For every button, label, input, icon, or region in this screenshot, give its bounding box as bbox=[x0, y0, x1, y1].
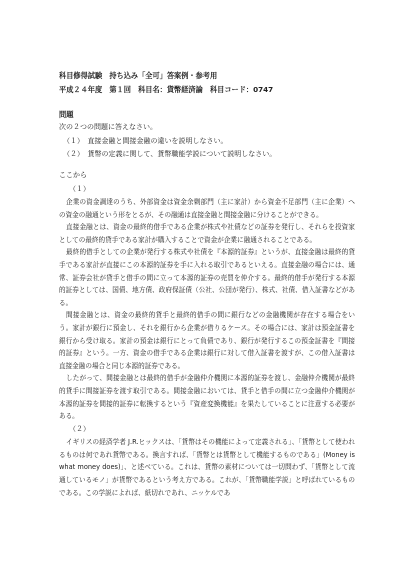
answer-section-1-label: （１） bbox=[69, 184, 90, 193]
answer-1-paragraph-3: 最終的借手としての企業が発行する株式や社債を『本源的証券』というが、直接金融は最終的貸手である家計が直接にこの本源的証券を手に入れる取引であるといえる。直接金融の場合には、通常、証券会社が貸手と借手の間に立って本源的証券の売買を仲介する。最終的借手が発行する本源的証券としては、国債、地方債、政府保証債（公社、公団が発行）、株式、社債、借入証書などがある。 bbox=[59, 248, 355, 307]
question-intro: 次の２つの問題に答えなさい。 bbox=[59, 123, 157, 131]
question-heading: 問題 bbox=[59, 110, 74, 119]
answer-2-paragraph-1: イギリスの経済学者 J.R.ヒックスは、「貨幣はその機能によって定義される」、「貨幣として使われるものは何であれ貨幣である。換言すれば、「貨幣とは貨幣として機能するものである」(Money is what money does)」、と述べている。これは、貨幣の素材については一切問わず、「貨幣として流通しているモノ」が貨幣であるという考え方である。これが、「貨幣職能学説」と呼ばれているものである。この学説によれば、紙切れであれ、ニッケルであ bbox=[59, 438, 355, 497]
course-info: 平成２４年度 第１回 科目名：貨幣経済論 科目コード：0747 bbox=[59, 85, 274, 94]
document-header bbox=[59, 69, 359, 97]
answer-1-paragraph-4: 間接金融とは、資金の最終的貸手と最終的借手の間に銀行などの金融機関が存在する場合をいう。家計が銀行に預金し、それを銀行から企業が借りるケース。その場合には、家計は預金証書を銀行から受け取る。家計の預金は銀行にとって負債であり、銀行が発行するこの預金証書を『間接的証券』という。一方、資金の借手である企業は銀行に対して借入証書を渡すが、この借入証書は直接金融の場合と同じ本源的証券である。 bbox=[59, 311, 355, 370]
answer-section-2-label: （２） bbox=[69, 424, 90, 433]
question-section bbox=[59, 108, 359, 162]
answer-1-paragraph-2: 直接金融とは、資金の最終的借手である企業が株式や社債などの証券を発行し、それらを投資家としての最終的貸手である家計が購入することで資金が企業に融通されることである。 bbox=[59, 223, 355, 244]
question-item-1: （１） 直接金融と間接金融の違いを説明しなさい。 bbox=[63, 136, 228, 145]
answer-1-paragraph-1: 企業の資金調達のうち、外部資金は資金余剰部門（主に家計）から資金不足部門（主に企業）への資金の融通という形をとるが、その融通は直接金融と間接金融に分けることができる。 bbox=[59, 198, 355, 219]
exam-title: 科目修得試験 持ち込み「全可」答案例・参考用 bbox=[59, 71, 218, 80]
question-item-2: （２） 貨幣の定義に関して、貨幣職能学説について説明しなさい。 bbox=[63, 150, 277, 158]
answer-start-label: ここから bbox=[59, 171, 87, 179]
answer-1-paragraph-5: したがって、間接金融とは最終的借手が金融仲介機関に本源的証券を渡し、金融仲介機関が最終的貸手に間接証券を渡す取引である。間接金融においては、貸手と借手の間に立つ金融仲介機関が本源的証券を間接的証券に転換するという『資産変換機能』を果たしていることに注意する必要がある。 bbox=[59, 374, 355, 421]
answer-section bbox=[59, 169, 355, 499]
